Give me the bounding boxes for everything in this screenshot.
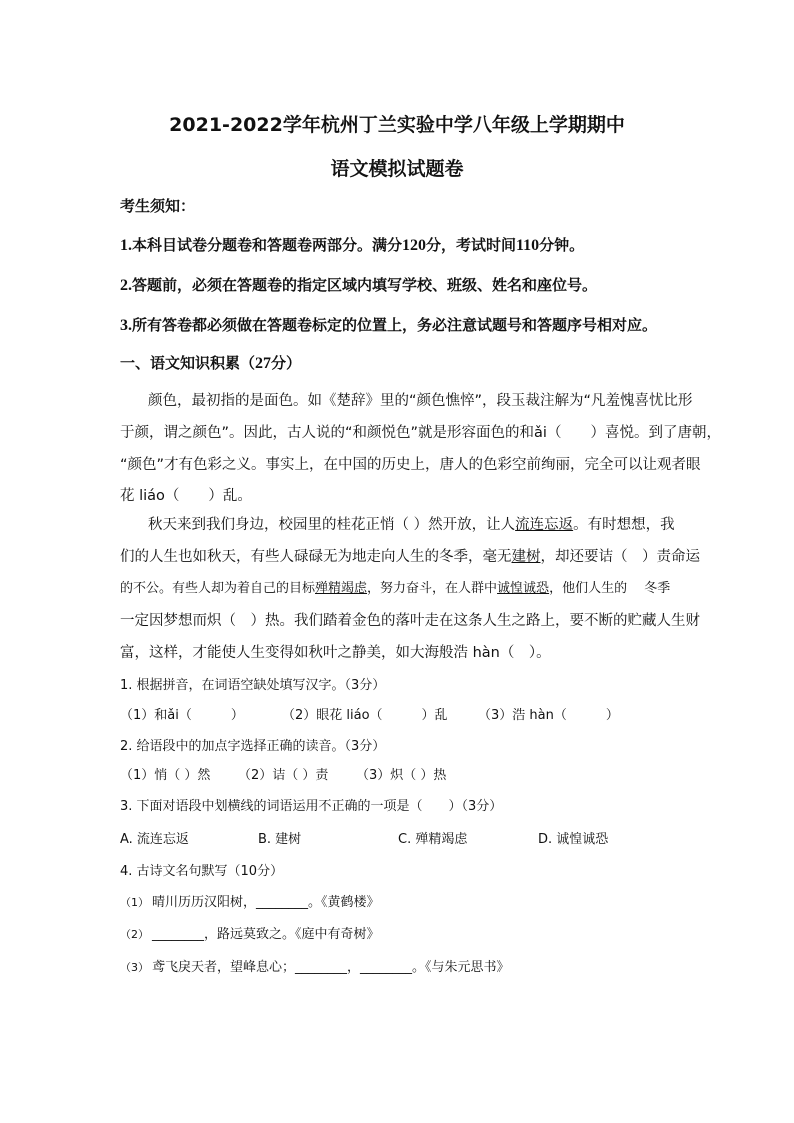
choice-b: B. 建树 xyxy=(258,832,302,847)
question-1-stem: 1. 根据拼音，在词语空缺处填写汉字。（3分） xyxy=(120,678,386,693)
passage1-line: “颜色”才有色彩之义。事实上，在中国的历史上，唐人的色彩空前绚丽，完全可以让观者眼 xyxy=(120,457,701,473)
blank-option: （3）浩 hàn（ ） xyxy=(478,708,619,723)
blank-option: （1）和ǎi（ ） xyxy=(120,708,244,723)
choice-a: A. 流连忘返 xyxy=(120,832,189,847)
dictation-item: （2） ________，路远莫致之。《庭中有奇树》 xyxy=(120,927,380,942)
passage2-line: 们的人生也如秋天，有些人碌碌无为地走向人生的冬季，毫无建树，却还要诘（ ）责命运 xyxy=(120,549,700,565)
pinyin-option: （3）炽（ ）热 xyxy=(356,768,447,783)
passage2-line: 富，这样，才能使人生变得如秋叶之静美，如大海般浩 hàn（ ）。 xyxy=(120,645,551,661)
pinyin-option: （1）悄（ ）然 xyxy=(120,768,211,783)
question-1-options xyxy=(120,706,619,726)
underlined-word: 建树 xyxy=(511,549,541,565)
passage1-line: 于颜，谓之颜色”。因此，古人说的“和颜悦色”就是形容面色的和ǎi（ ）喜悦。到了唐朝， xyxy=(120,425,721,441)
exam-title: 2021-2022学年杭州丁兰实验中学八年级上学期期中 xyxy=(169,114,625,136)
choice-d: D. 诚惶诚恐 xyxy=(538,832,609,847)
question-4-stem: 4. 古诗文名句默写（10分） xyxy=(120,864,284,879)
underlined-word: 殚精竭虑 xyxy=(315,581,368,596)
notice-item-3: 3.所有答卷都必须做在答题卷标定的位置上，务必注意试题号和答题序号相对应。 xyxy=(120,316,658,334)
passage1-line: 花 liáo（ ）乱。 xyxy=(120,488,252,504)
question-2-options xyxy=(120,766,446,786)
passage2-line: 秋天来到我们身边，校园里的桂花正悄（ ）然开放，让人流连忘返。有时想想，我 xyxy=(148,517,675,533)
question-2-stem: 2. 给语段中的加点字选择正确的读音。（3分） xyxy=(120,739,386,754)
pinyin-option: （2）诘（ ）责 xyxy=(238,768,329,783)
passage2-line: 一定因梦想而炽（ ）热。我们踏着金色的落叶走在这条人生之路上，要不断的贮藏人生财 xyxy=(120,613,700,629)
underlined-word: 诚惶诚恐 xyxy=(497,581,550,596)
dictation-item: （1） 晴川历历汉阳树，________。《黄鹤楼》 xyxy=(120,895,380,910)
question-3-stem: 3. 下面对语段中划横线的词语运用不正确的一项是（ ）（3分） xyxy=(120,799,503,814)
exam-subtitle: 语文模拟试题卷 xyxy=(330,158,464,180)
notice-item-1: 1.本科目试卷分题卷和答题卷两部分。满分120分，考试时间110分钟。 xyxy=(120,236,585,254)
dictation-item: （3） 鸢飞戾天者，望峰息心；________，________。《与朱元思书》 xyxy=(120,960,510,975)
blank-option: （2）眼花 liáo（ ）乱 xyxy=(282,708,448,723)
section-heading: 一、语文知识积累（27分） xyxy=(120,354,302,372)
passage2-line: 的不公。有些人却为着自己的目标殚精竭虑，努力奋斗，在人群中诚惶诚恐，他们人生的 冬季 xyxy=(120,581,671,596)
notice-heading: 考生须知： xyxy=(120,197,196,215)
notice-item-2: 2.答题前，必须在答题卷的指定区域内填写学校、班级、姓名和座位号。 xyxy=(120,276,598,294)
choice-c: C. 殚精竭虑 xyxy=(398,832,468,847)
question-3-options xyxy=(120,830,608,850)
underlined-word: 流连忘返 xyxy=(515,517,574,533)
passage1-line: 颜色，最初指的是面色。如《楚辞》里的“颜色憔悴”，段玉裁注解为“凡羞愧喜忧比形 xyxy=(148,393,693,409)
